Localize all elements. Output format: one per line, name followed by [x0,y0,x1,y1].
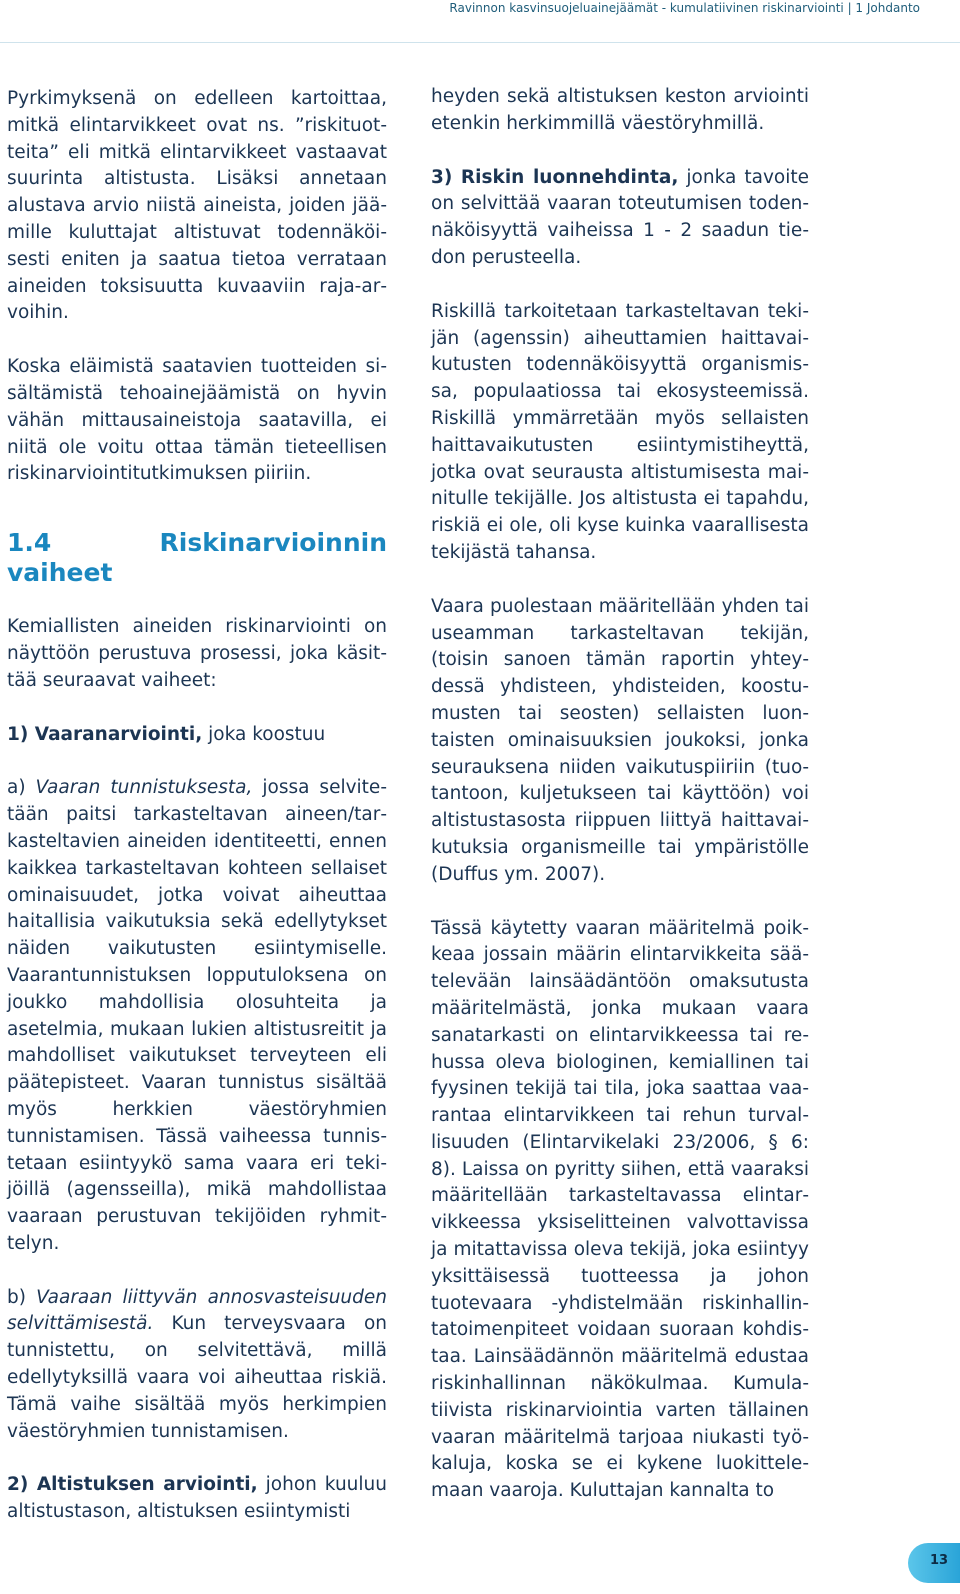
page-number: 13 [930,1553,949,1568]
step-1a-text: jossa selvitetään paitsi tarkasteltavan aineen/tarkasteltavien aineiden identiteetti, ennen kaikkea tarkasteltavan kohteen sellaiset ominaisuudet, jotka voivat aiheuttaa haitallisia vaikutuksia sekä edellytykset näiden vaikutusten esiintymiselle. Vaarantunnistuksen lopputuloksena on joukko mahdollisia olosuhteita ja asetelmia, mukaan lukien altistusreitit ja mahdolliset vaikutukset terveyteen eli päätepisteet. Vaaran tunnistus sisältää myös herkkien väestöryhmien tunnistamisen. Tässä vaiheessa tunnistetaan esiintyykö sama vaara eri tekijöillä (agensseilla), mikä mahdollistaa vaaraan perustuvan tekijöiden ryhmittelyn. [7,777,388,1254]
step-2-label: 2) Altistuksen arviointi, [7,1474,258,1496]
step-1b-text: Kun terveysvaara on tunnistettu, on selvitettävä, millä edellytyksillä vaara voi aiheuttaa riskiä. Tämä vaihe sisältää myös herkimpien väestöryhmien tunnistamisen. [7,1313,387,1442]
left-column [7,86,387,1526]
step-1b-term: Vaaraan liittyvän annosvasteisuuden selvittämisestä. [7,1286,387,1335]
paragraph: Tässä käytetty vaaran määritelmä poikkeaa jossain määrin elintarvikkeita säätelevään lainsäädäntöön omaksutusta määritelmästä, jonka mukaan vaara sanatarkasti on elintarvikkeessa tai rehussa oleva biologinen, kemiallinen tai fyysinen tekijä tai tila, joka saattaa vaarantaa elintarvikkeen tai rehun turvallisuuden (Elintarvikelaki 23/2006, § 6: 8). Laissa on pyritty siihen, että vaaraksi määritellään tarkasteltavassa elintarvikkeessa yksiselitteinen valvottavissa ja mitattavissa oleva tekijä, joka esiintyy yksittäisessä tuotteessa ja johon tuotevaara -yhdistelmään riskinhallintatoimenpiteet voidaan suoraan kohdistaa. Lainsäädännön määritelmä edustaa riskinhallinnan näkökulmaa. Kumulatiivista riskinarviointia varten tällainen vaaran määritelmä tarjoaa niukasti työkaluja, koska se ei kykene luokittelemaan vaaroja. Kuluttajan kannalta to [431,917,809,1502]
step-1a-term: Vaaran tunnistuksesta, [35,777,253,799]
step-1b-prefix: b) [7,1286,37,1308]
step-1-label: 1) Vaaranarviointi, [7,723,203,745]
paragraph: Vaara puolestaan määritellään yhden tai useamman tarkasteltavan tekijän, (toisin sanoen tämän raportin yhteydessä yhdisteen, yhdisteiden, koostumusten tai seosten) sellaisten luontaisten ominaisuuksien joukoksi, jonka seurauksena niiden vaikutuspiiriin (tuotantoon, kuljetukseen tai käyttöön) voi altistustasosta riippuen liittyä haittavaikutuksia organismeille tai ympäristölle (Duffus ym. 2007). [431,595,809,885]
step-1b-paragraph [7,1285,387,1446]
step-3-label: 3) Riskin luonnehdinta, [431,166,679,188]
step-3-paragraph [431,165,809,272]
step-1-paragraph [7,722,387,749]
paragraph: Riskillä tarkoitetaan tarkasteltavan tekijän (agenssin) aiheuttamien haittavaikutusten todennäköisyyttä organismissa, populaatiossa tai ekosysteemissä. Riskillä ymmärretään myös sellaisten haittavaikutusten esiintymistiheyttä, jotka ovat seurausta altistumisesta mainitulle tekijälle. Jos altistusta ei tapahdu, riskiä ei ole, oli kyse kuinka vaarallisesta tekijästä tahansa. [431,300,809,563]
right-column [431,84,809,1505]
running-title: Ravinnon kasvinsuojeluainejäämät - kumulatiivinen riskinarviointi | 1 Johdanto [449,1,920,15]
section-heading: 1.4 Riskinarvioinnin vaiheet [7,528,387,588]
step-2-paragraph [7,1472,387,1526]
paragraph: Pyrkimyksenä on edelleen kartoittaa, mitkä elintarvikkeet ovat ns. ”riskituotteita” eli mitkä elintarvikkeet vastaavat suurinta altistusta. Lisäksi annetaan alustava arvio niistä aineista, joiden jäämille kuluttajat altistuvat todennäköisesti eniten ja saatua tietoa verrataan aineiden toksisuutta kuvaaviin raja-arvoihin. [7,88,387,324]
paragraph: Kemiallisten aineiden riskinarviointi on näyttöön perustuva prosessi, joka käsittää seuraavat vaiheet: [7,616,387,691]
paragraph: Koska eläimistä saatavien tuotteiden sisältämistä tehoainejäämistä on hyvin vähän mittausaineistoja saatavilla, ei niitä ole voitu ottaa tämän tieteellisen riskinarviointitutkimuksen piiriin. [7,356,387,485]
page-number-tab [908,1543,960,1583]
step-1-text: joka koostuu [202,723,326,745]
step-3-text: jonka tavoite on selvittää vaaran toteutumisen todennäköisyyttä vaiheissa 1 - 2 saadun tiedon perusteella. [431,166,809,268]
paragraph: heyden sekä altistuksen keston arviointi etenkin herkimmillä väestöryhmillä. [431,86,809,134]
step-1a-prefix: a) [7,777,36,799]
running-header [0,0,960,43]
step-2-text: johon kuuluu altistustason, altistuksen esiintymisti [7,1474,387,1523]
step-1a-paragraph [7,775,387,1257]
